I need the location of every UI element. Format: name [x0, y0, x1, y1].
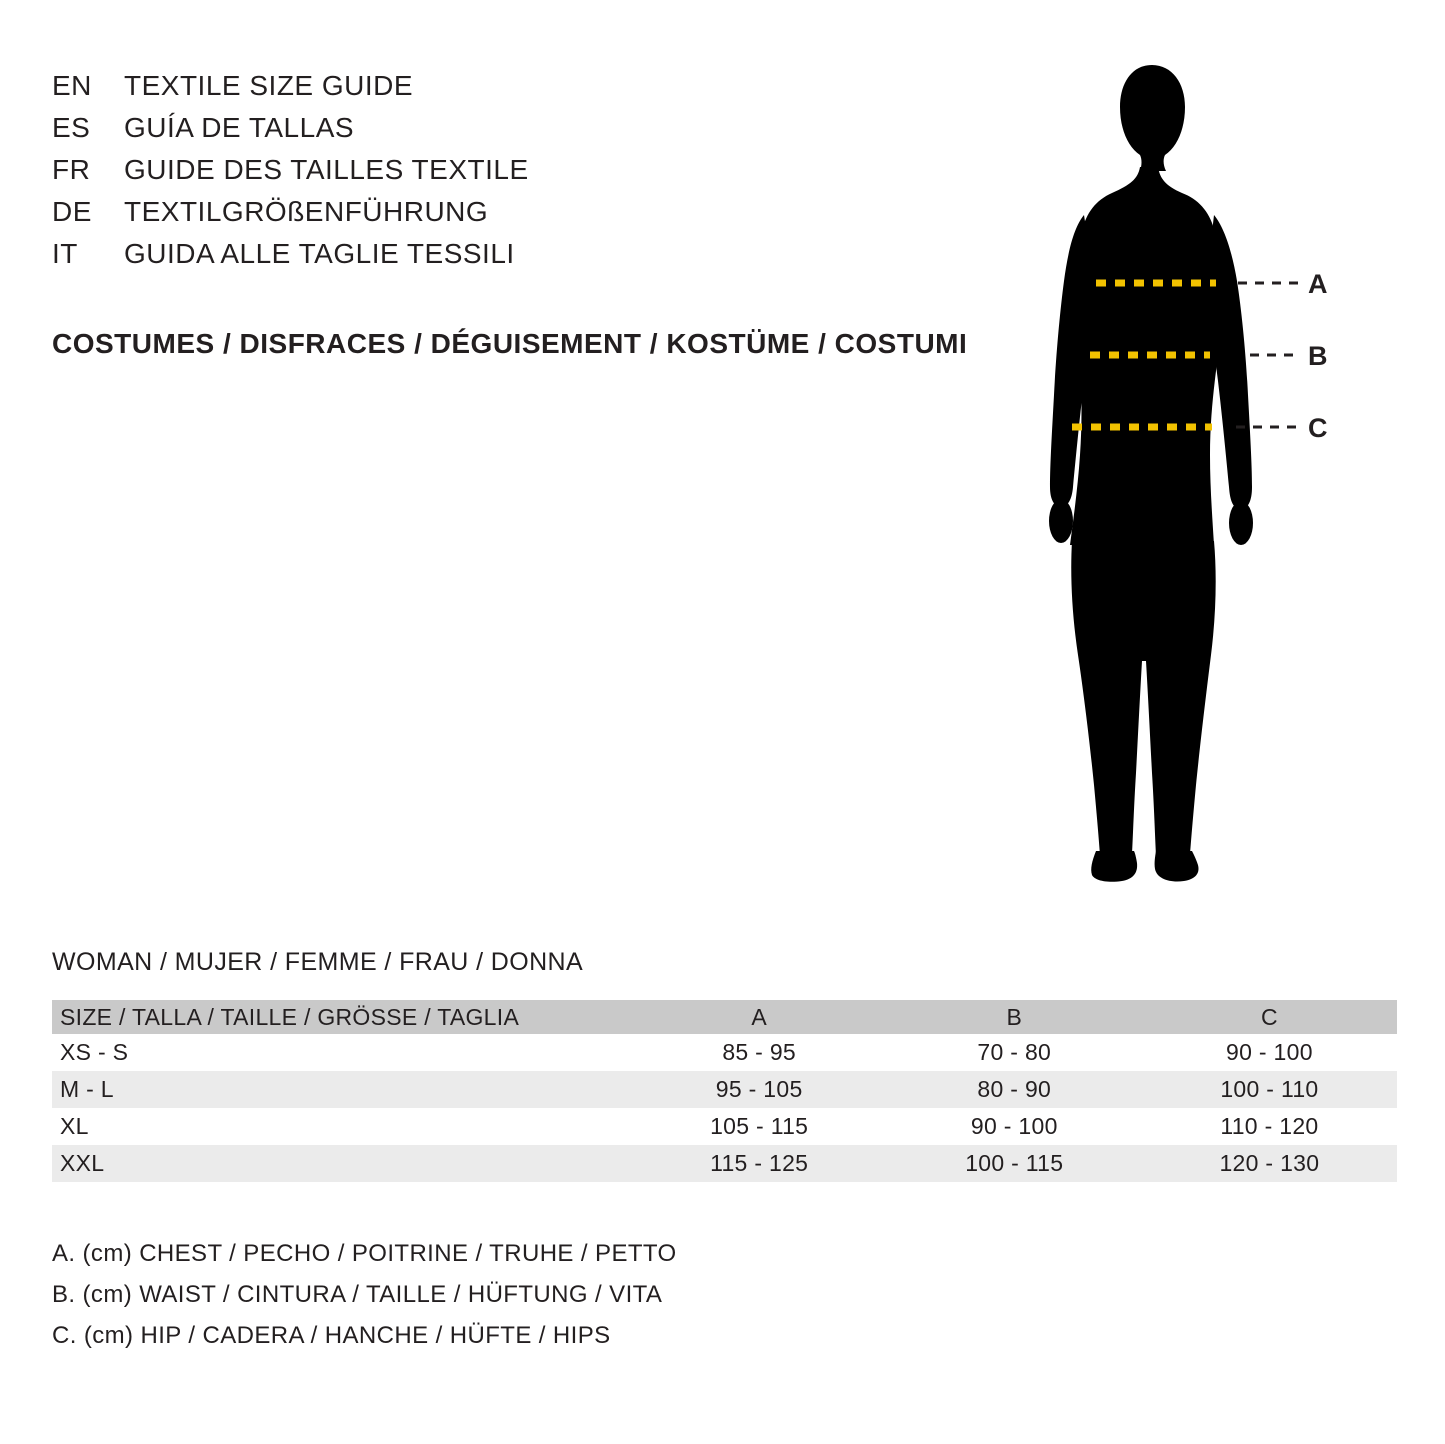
language-code-en: EN — [52, 70, 92, 101]
cell-c: 110 - 120 — [1220, 1113, 1319, 1139]
table-row — [52, 1108, 1397, 1145]
measure-label-b: B — [1308, 341, 1328, 371]
category-heading: COSTUMES / DISFRACES / DÉGUISEMENT / KOSTÜME / COSTUMI — [52, 328, 968, 359]
cell-size: XS - S — [60, 1039, 129, 1065]
cell-size: M - L — [60, 1076, 114, 1102]
legend-item-c: C. (cm) HIP / CADERA / HANCHE / HÜFTE / HIPS — [52, 1322, 611, 1349]
cell-c: 90 - 100 — [1226, 1039, 1313, 1065]
size-table — [52, 1000, 1397, 1182]
legend-item-b: B. (cm) WAIST / CINTURA / TAILLE / HÜFTUNG / VITA — [52, 1281, 663, 1308]
cell-c: 120 - 130 — [1219, 1150, 1320, 1176]
cell-a: 115 - 125 — [710, 1150, 809, 1176]
table-header-b: B — [1006, 1003, 1023, 1030]
language-code-es: ES — [52, 112, 91, 143]
language-text-de: TEXTILGRÖßENFÜHRUNG — [124, 196, 489, 227]
cell-c: 100 - 110 — [1220, 1076, 1319, 1102]
cell-size: XXL — [60, 1150, 105, 1176]
language-code-fr: FR — [52, 154, 91, 185]
table-body — [52, 1034, 1397, 1182]
language-code-de: DE — [52, 196, 92, 227]
cell-a: 105 - 115 — [710, 1113, 809, 1139]
language-list — [52, 70, 529, 280]
table-header — [52, 1000, 1397, 1034]
measurement-legend — [52, 1240, 677, 1363]
woman-silhouette-icon — [1000, 55, 1400, 885]
language-code-it: IT — [52, 238, 78, 269]
cell-b: 90 - 100 — [970, 1113, 1058, 1139]
measure-label-a: A — [1308, 269, 1328, 299]
cell-b: 70 - 80 — [977, 1039, 1052, 1065]
cell-b: 100 - 115 — [965, 1150, 1064, 1176]
language-text-it: GUIDA ALLE TAGLIE TESSILI — [124, 238, 515, 269]
language-row-es — [52, 112, 529, 154]
table-header-a: A — [751, 1003, 767, 1030]
language-text-fr: GUIDE DES TAILLES TEXTILE — [124, 154, 529, 185]
measure-label-c: C — [1308, 413, 1328, 443]
table-header-size: SIZE / TALLA / TAILLE / GRÖSSE / TAGLIA — [60, 1003, 520, 1030]
language-text-es: GUÍA DE TALLAS — [124, 112, 355, 143]
table-header-row — [52, 1000, 1397, 1034]
legend-item-a: A. (cm) CHEST / PECHO / POITRINE / TRUHE / PETTO — [52, 1240, 677, 1267]
language-row-fr — [52, 154, 529, 196]
language-row-de — [52, 196, 529, 238]
table-row — [52, 1071, 1397, 1108]
figure-illustration — [1000, 55, 1400, 885]
table-row — [52, 1145, 1397, 1182]
table-header-c: C — [1260, 1003, 1278, 1030]
table-row — [52, 1034, 1397, 1071]
language-text-en: TEXTILE SIZE GUIDE — [124, 70, 414, 101]
cell-b: 80 - 90 — [977, 1076, 1052, 1102]
language-row-it — [52, 238, 529, 280]
cell-a: 85 - 95 — [722, 1039, 797, 1065]
language-row-en — [52, 70, 529, 112]
cell-a: 95 - 105 — [715, 1076, 803, 1102]
table-title: WOMAN / MUJER / FEMME / FRAU / DONNA — [52, 948, 584, 976]
cell-size: XL — [60, 1113, 89, 1139]
